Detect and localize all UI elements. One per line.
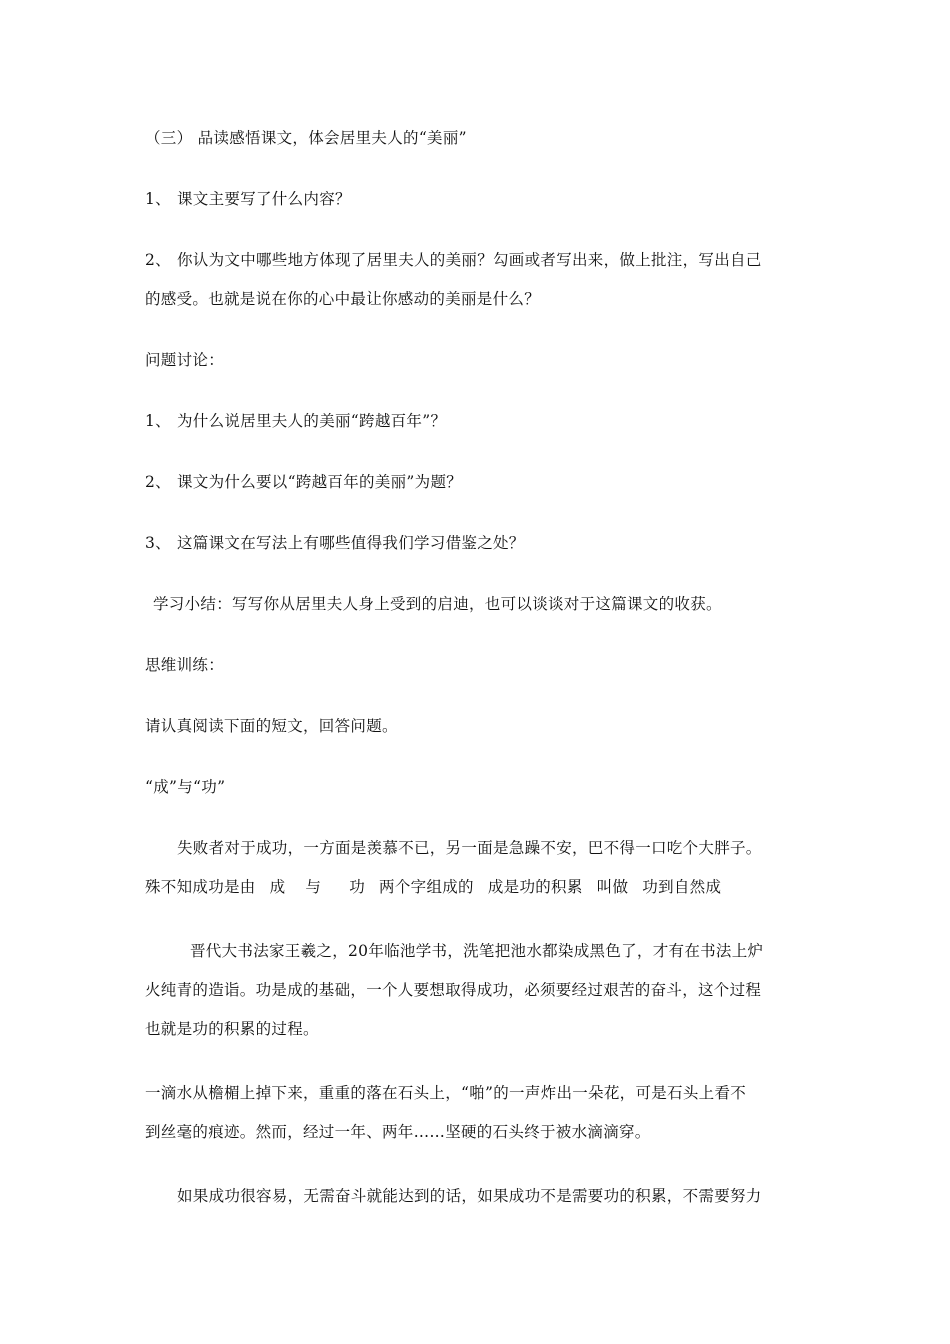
text-fragment: 叫做 [596, 878, 629, 896]
discussion-item [145, 472, 462, 492]
discussion-item [145, 533, 525, 553]
text-fragment: 成是功的积累 [487, 878, 583, 896]
paragraph-line: 也就是功的积累的过程。 [145, 1020, 319, 1038]
passage-title: “成”与“功” [145, 778, 226, 796]
paragraph-line [145, 877, 721, 897]
text-fragment: 成 [269, 878, 286, 896]
question-text: 你认为文中哪些地方体现了居里夫人的美丽？勾画或者写出来，做上批注，写出自己 [177, 251, 762, 269]
paragraph-line: 晋代大书法家王羲之，20年临池学书，洗笔把池水都染成黑色了，才有在书法上炉 [190, 942, 764, 960]
paragraph-line: 如果成功很容易，无需奋斗就能达到的话，如果成功不是需要功的积累，不需要努力 [177, 1187, 762, 1205]
section-heading: （三） 品读感悟课文，体会居里夫人的“美丽” [145, 129, 467, 147]
discussion-number: 2、 [145, 473, 171, 491]
question-number: 1、 [145, 190, 171, 208]
question-continuation: 的感受。也就是说在你的心中最让你感动的美丽是什么？ [145, 290, 541, 308]
text-fragment: 功 [349, 878, 366, 896]
discussion-number: 1、 [145, 412, 171, 430]
training-title: 思维训练： [145, 656, 225, 674]
paragraph-line: 到丝毫的痕迹。然而，经过一年、两年……坚硬的石头终于被水滴滴穿。 [145, 1123, 651, 1141]
question-number: 2、 [145, 251, 171, 269]
paragraph-line: 一滴水从檐楣上掉下来，重重的落在石头上，“啪”的一声炸出一朵花，可是石头上看不 [145, 1084, 747, 1102]
paragraph-line: 火纯青的造诣。功是成的基础，一个人要想取得成功，必须要经过艰苦的奋斗，这个过程 [145, 981, 762, 999]
text-fragment: 功到自然成 [642, 878, 722, 896]
discussion-item [145, 411, 446, 431]
question-item [145, 250, 762, 270]
text-fragment: 两个字组成的 [379, 878, 474, 896]
summary-text: 学习小结：写写你从居里夫人身上受到的启迪，也可以谈谈对于这篇课文的收获。 [153, 595, 722, 613]
discussion-text: 课文为什么要以“跨越百年的美丽”为题？ [177, 473, 463, 491]
text-fragment: 与 [305, 878, 322, 896]
question-text: 课文主要写了什么内容？ [177, 190, 351, 208]
discussion-title: 问题讨论： [145, 351, 225, 369]
discussion-text: 为什么说居里夫人的美丽“跨越百年”？ [177, 412, 447, 430]
training-instruction: 请认真阅读下面的短文，回答问题。 [145, 717, 398, 735]
discussion-number: 3、 [145, 534, 171, 552]
text-fragment: 殊不知成功是由 [145, 878, 256, 896]
paragraph-line: 失败者对于成功，一方面是羡慕不已，另一面是急躁不安，巴不得一口吃个大胖子。 [177, 839, 762, 857]
question-item [145, 189, 351, 209]
discussion-text: 这篇课文在写法上有哪些值得我们学习借鉴之处？ [177, 534, 525, 552]
